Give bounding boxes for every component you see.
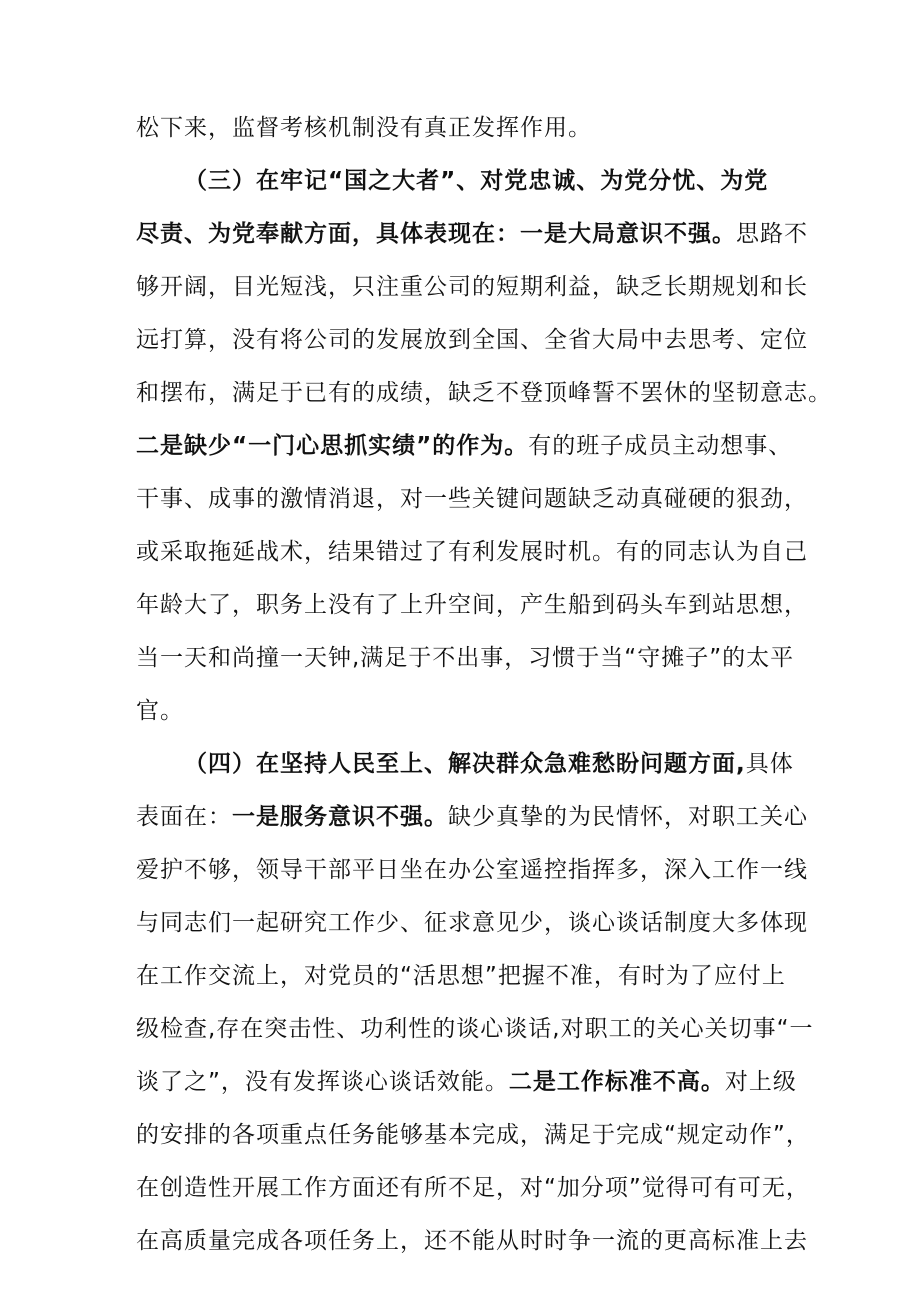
text-line <box>136 378 832 408</box>
text-segment: 思路不 <box>736 221 808 247</box>
bold-segment: 尽责、为党奉献方面，具体表现在：一是大局意识不强。 <box>136 221 736 247</box>
text-line <box>136 219 808 249</box>
text-segment: 年龄大了，职务上没有了上升空间，产生船到码头车到站思想， <box>136 592 808 618</box>
text-line <box>136 325 808 355</box>
bold-segment: （三）在牢记“国之大者”、对党忠诚、为党分忧、为党 <box>184 168 769 194</box>
bold-segment: 一是服务意识不强。 <box>232 804 448 830</box>
text-segment: 远打算，没有将公司的发展放到全国、全省大局中去思考、定位 <box>136 327 808 353</box>
text-line <box>136 802 808 832</box>
text-line <box>136 1014 814 1044</box>
text-segment: 表面在： <box>136 804 232 830</box>
text-segment: 缺少真挚的为民情怀，对职工关心 <box>448 804 808 830</box>
section-heading-3 <box>184 166 796 196</box>
text-segment: 和摆布，满足于已有的成绩，缺乏不登顶峰誓不罢休的坚韧意志。 <box>136 380 832 406</box>
text-segment: 级检查,存在突击性、功利性的谈心谈话,对职工的关心关切事“一 <box>136 1016 814 1042</box>
text-segment: 松下来，监督考核机制没有真正发挥作用。 <box>136 115 592 141</box>
text-line <box>136 113 796 143</box>
text-line <box>136 1173 810 1203</box>
text-line <box>136 590 808 620</box>
bold-segment: 二是缺少“一门心思抓实绩”的作为。 <box>136 433 529 459</box>
text-segment: 当一天和尚撞一天钟,满足于不出事，习惯于当“守摊子”的太平 <box>136 645 795 671</box>
text-segment: 爱护不够，领导干部平日坐在办公室遥控指挥多，深入工作一线 <box>136 857 808 883</box>
text-line <box>136 1226 808 1256</box>
text-segment: 在工作交流上，对党员的“活思想”把握不准，有时为了应付上 <box>136 963 786 989</box>
text-line <box>136 431 796 461</box>
text-segment: 与同志们一起研究工作少、征求意见少，谈心谈话制度大多体现 <box>136 910 808 936</box>
text-segment: 在高质量完成各项任务上，还不能从时时争一流的更高标准上去 <box>136 1228 808 1254</box>
text-line <box>136 908 808 938</box>
text-segment: 够开阔，目光短浅，只注重公司的短期利益，缺乏长期规划和长 <box>136 274 808 300</box>
section-heading-4 <box>184 749 796 779</box>
text-segment: 或采取拖延战术，结果错过了有利发展时机。有的同志认为自己 <box>136 539 808 565</box>
text-line <box>136 537 808 567</box>
text-line <box>136 1120 810 1150</box>
text-line <box>136 272 808 302</box>
text-line <box>136 1067 796 1097</box>
text-segment: 干事、成事的激情消退，对一些关键问题缺乏动真碰硬的狠劲， <box>136 486 808 512</box>
text-line <box>136 961 796 991</box>
text-segment: 官。 <box>136 698 184 724</box>
text-line <box>136 643 796 673</box>
text-segment: 谈了之”，没有发挥谈心谈话效能。 <box>136 1069 509 1095</box>
bold-segment: （四）在坚持人民至上、解决群众急难愁盼问题方面, <box>184 751 746 777</box>
text-line <box>136 855 808 885</box>
text-segment: 在创造性开展工作方面还有所不足，对“加分项”觉得可有可无， <box>136 1175 810 1201</box>
bold-segment: 二是工作标准不高。 <box>508 1069 725 1095</box>
text-line <box>136 484 808 514</box>
text-segment: 有的班子成员主动想事、 <box>528 433 793 459</box>
text-segment: 的安排的各项重点任务能够基本完成，满足于完成“规定动作”， <box>136 1122 810 1148</box>
text-segment: 具体 <box>745 751 794 777</box>
text-line <box>136 696 796 726</box>
text-segment: 对上级 <box>724 1069 797 1095</box>
